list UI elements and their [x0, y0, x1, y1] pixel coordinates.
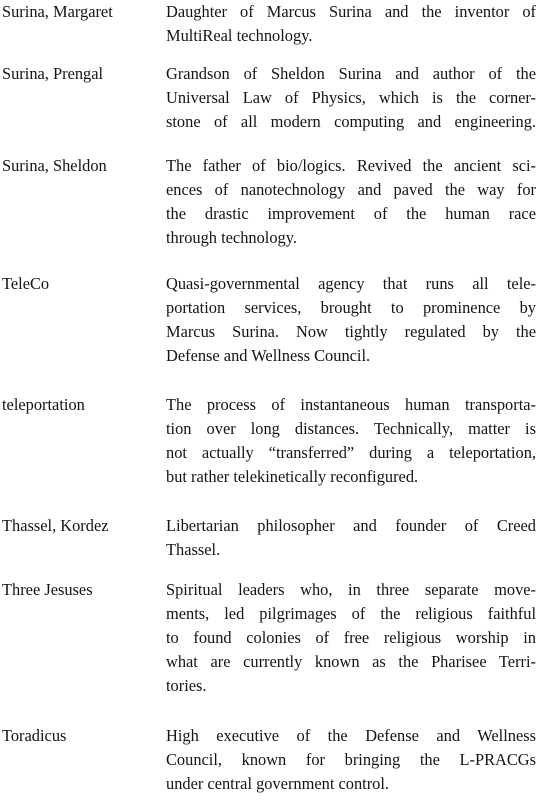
- glossary-term: Surina, Sheldon: [2, 156, 107, 175]
- definition-line: Universal Law of Physics, which is the corner-: [166, 88, 536, 107]
- definition-line: through technology.: [166, 228, 297, 247]
- glossary-term: Toradicus: [2, 726, 67, 745]
- definition-line: the drastic improvement of the human race: [166, 204, 536, 223]
- glossary-term: TeleCo: [2, 274, 50, 293]
- definition-line: to found colonies of free religious worship in: [166, 628, 536, 647]
- definition-line: Marcus Surina. Now tightly regulated by the: [166, 322, 536, 341]
- definition-line: tion over long distances. Technically, matter is: [166, 419, 536, 438]
- definition-line: The process of instantaneous human transporta-: [166, 395, 536, 414]
- definition-line: ments, led pilgrimages of the religious faithful: [166, 604, 536, 623]
- definition-line: High executive of the Defense and Wellness: [166, 726, 536, 745]
- glossary-term: Thassel, Kordez: [2, 516, 109, 535]
- definition-line: tories.: [166, 676, 207, 695]
- definition-line: MultiReal technology.: [166, 26, 313, 45]
- definition-line: not actually “transferred” during a teleportation,: [166, 443, 536, 462]
- glossary-definition: [166, 724, 536, 796]
- definition-line: Thassel.: [166, 540, 221, 559]
- glossary-definition: [166, 272, 536, 368]
- definition-line: Spiritual leaders who, in three separate move-: [166, 580, 536, 599]
- glossary-definition: [166, 393, 536, 489]
- definition-line: Daughter of Marcus Surina and the inventor of: [166, 2, 536, 21]
- definition-line: stone of all modern computing and engineering.: [166, 112, 536, 131]
- definition-line: Libertarian philosopher and founder of Creed: [166, 516, 536, 535]
- glossary-definition: [166, 154, 536, 250]
- glossary-definition: [166, 0, 536, 48]
- glossary-definition: [166, 514, 536, 562]
- definition-line: what are currently known as the Pharisee Terri-: [166, 652, 536, 671]
- definition-line: portation services, brought to prominence by: [166, 298, 536, 317]
- definition-line: Grandson of Sheldon Surina and author of the: [166, 64, 536, 83]
- glossary-term: Surina, Prengal: [2, 64, 104, 83]
- definition-line: ences of nanotechnology and paved the way for: [166, 180, 536, 199]
- definition-line: Defense and Wellness Council.: [166, 346, 371, 365]
- definition-line: Council, known for bringing the L-PRACGs: [166, 750, 536, 769]
- definition-line: but rather telekinetically reconfigured.: [166, 467, 419, 486]
- definition-line: Quasi-governmental agency that runs all tele-: [166, 274, 536, 293]
- glossary-definition: [166, 578, 536, 698]
- definition-line: under central government control.: [166, 774, 390, 793]
- glossary-term: Surina, Margaret: [2, 2, 113, 21]
- glossary-term: Three Jesuses: [2, 580, 93, 599]
- glossary-definition: [166, 62, 536, 134]
- glossary-term: teleportation: [2, 395, 85, 414]
- definition-line: The father of bio/logics. Revived the ancient sci-: [166, 156, 536, 175]
